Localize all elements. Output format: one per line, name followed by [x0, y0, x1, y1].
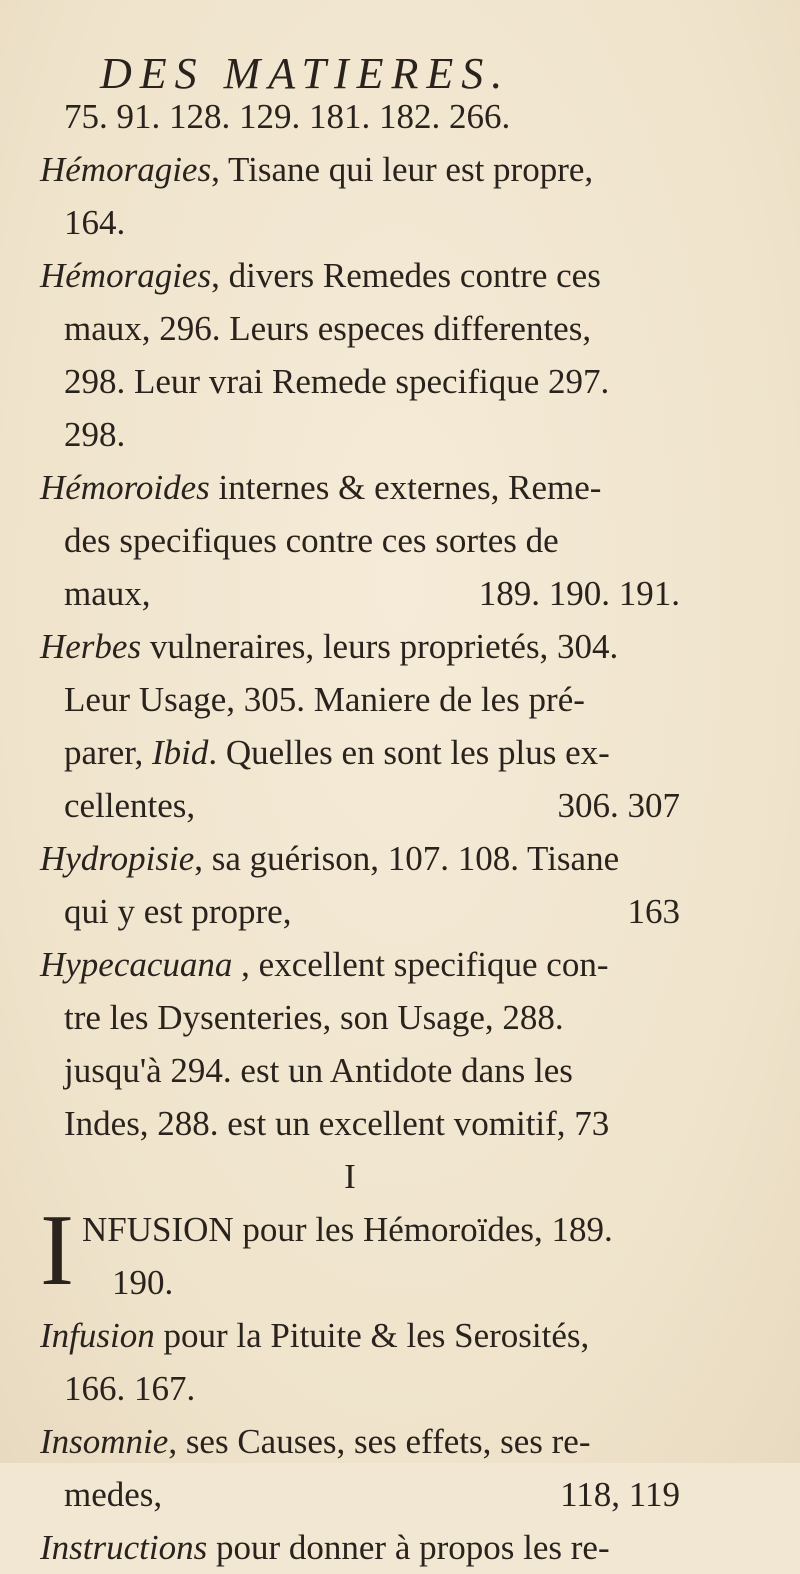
index-line [40, 249, 660, 302]
entry-text: medes, [64, 1475, 163, 1514]
index-line [40, 355, 660, 408]
index-line [40, 143, 660, 196]
entry-text: jusqu'à 294. est un Antidote dans les [64, 1051, 573, 1090]
entry-text: pour les Hémoroïdes, 189. [233, 1210, 613, 1249]
headword: Hypecacuana [40, 945, 233, 984]
running-header: DES MATIERES. [100, 49, 511, 98]
entry-text: NFUSION [81, 1210, 234, 1249]
entry-text: des specifiques contre ces sortes de [64, 521, 559, 560]
headword: Hémoroides [40, 468, 210, 507]
entry-text: , ses Causes, ses effets, ses re- [168, 1422, 591, 1461]
headword: Hémoragies [40, 256, 212, 295]
page-refs: 306. 307 [557, 786, 680, 825]
entry-text: cellentes, [64, 786, 196, 825]
index-line [40, 779, 680, 832]
entry-text: pour la Pituite & les Serosités, [154, 1316, 590, 1355]
index-line [40, 567, 680, 620]
entry-text: qui y est propre, [64, 892, 292, 931]
index-line [40, 1468, 680, 1521]
index-line [40, 408, 660, 461]
page-refs: 118, 119 [560, 1475, 680, 1514]
index-line [40, 726, 660, 779]
index-line [40, 1521, 660, 1574]
index-line [40, 1415, 660, 1468]
entry-text: maux, 296. Leurs especes differentes, [64, 309, 592, 348]
index-line [40, 938, 660, 991]
entry-text: 190. [112, 1263, 174, 1302]
index-line [40, 991, 660, 1044]
headword: Ibid [151, 733, 209, 772]
entry-text: tre les Dysenteries, son Usage, 288. [64, 998, 564, 1037]
page-refs: 163 [627, 892, 680, 931]
entry-text: 166. 167. [64, 1369, 196, 1408]
page-refs: 189. 190. 191. [478, 574, 680, 613]
entry-text: Leur Usage, 305. Maniere de les pré- [64, 680, 585, 719]
index-line [40, 1309, 660, 1362]
entry-text: , Tisane qui leur est propre, [211, 150, 594, 189]
entry-text: Indes, 288. est un excellent vomitif, 73 [64, 1104, 610, 1143]
index-line [40, 1362, 660, 1415]
index-line [40, 1097, 660, 1150]
entry-text: . Quelles en sont les plus ex- [208, 733, 610, 772]
entry-text: vulneraires, leurs proprietés, 304. [141, 627, 619, 666]
headword: Hydropisie [40, 839, 195, 878]
section-letter: I [344, 1157, 356, 1196]
headword: Infusion [40, 1316, 155, 1355]
index-line [40, 514, 660, 567]
headword: Insomnie [40, 1422, 169, 1461]
index-entries [40, 90, 680, 1574]
entry-text: pour donner à propos les re- [207, 1528, 610, 1567]
headword: Hémoragies [40, 150, 212, 189]
entry-text: 75. 91. 128. 129. 181. 182. 266. [64, 97, 511, 136]
headword: Herbes [40, 627, 142, 666]
entry-text: internes & externes, Reme- [209, 468, 602, 507]
index-line [40, 302, 660, 355]
entry-text: , divers Remedes contre ces [211, 256, 601, 295]
index-line [40, 832, 660, 885]
index-line [40, 1044, 660, 1097]
headword: Instructions [40, 1528, 208, 1567]
entry-text: 164. [64, 203, 126, 242]
index-line [40, 673, 660, 726]
index-line [40, 90, 660, 143]
entry-text: , excellent specifique con- [232, 945, 609, 984]
entry-text: 298. [64, 415, 126, 454]
entry-text: maux, [64, 574, 151, 613]
index-line [40, 885, 680, 938]
index-line [40, 620, 660, 673]
index-line [40, 1256, 660, 1309]
drop-cap: I [40, 1194, 74, 1307]
entry-text: 298. Leur vrai Remede specifique 297. [64, 362, 610, 401]
entry-text: , sa guérison, 107. 108. Tisane [194, 839, 620, 878]
entry-text: parer, [64, 733, 152, 772]
index-line [40, 196, 660, 249]
index-line [40, 461, 660, 514]
